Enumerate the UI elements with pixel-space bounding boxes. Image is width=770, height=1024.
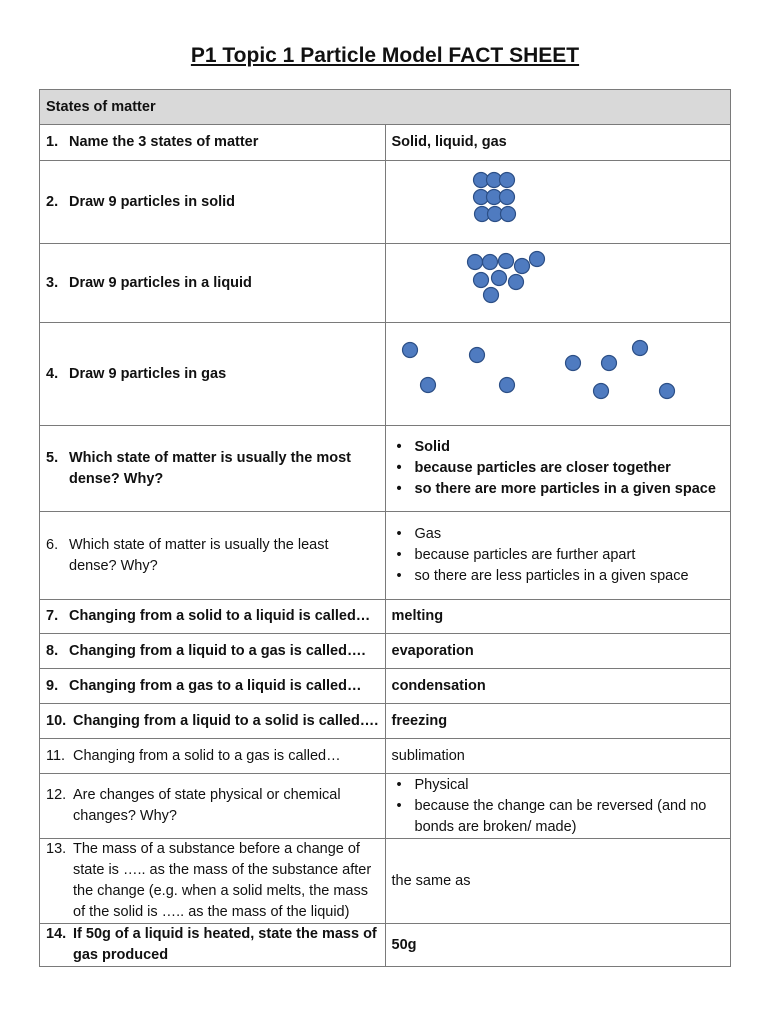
fact-sheet-table [39,89,731,967]
table-row [40,669,731,704]
question-number: 6. [46,536,59,553]
answer-text: condensation [385,669,731,704]
question-text: Changing from a solid to a liquid is called… [69,608,371,624]
particle [565,356,580,371]
answer-bullet: • because particles are further apart [392,545,725,566]
table-row [40,739,731,774]
table-row [40,634,731,669]
question-number: 1. [46,134,59,150]
question-number: 10. [46,712,67,729]
section-header: States of matter [40,90,731,125]
answer-bullet: • Gas [392,524,725,545]
particle [420,378,435,393]
question-text: Changing from a gas to a liquid is called… [69,677,362,694]
particle [499,378,514,393]
section-header-row [40,90,731,125]
table-row [40,125,731,161]
question-text: Draw 9 particles in gas [69,365,227,382]
question-number: 3. [46,274,59,291]
question-number: 7. [46,608,59,624]
particle [482,255,497,270]
table-row [40,161,731,244]
question-number: 14. [46,926,67,942]
question-number: 2. [46,193,59,210]
answer-bullet: • because the change can be reversed (and no bonds are broken/ made) [392,796,725,838]
question-number: 13. [46,841,67,857]
question-text: Which state of matter is usually the most dense? Why? [69,449,351,487]
particle [529,252,544,267]
question-number: 9. [46,677,59,694]
table-row [40,839,731,924]
answer-bullets [392,524,725,587]
answer-text: the same as [385,839,731,924]
table-row [40,924,731,967]
answer-text: Solid, liquid, gas [385,125,731,161]
particle [483,288,498,303]
table-row [40,244,731,323]
table-row [40,512,731,600]
solid-particles-svg [386,161,702,243]
particle [491,271,506,286]
question-text: Are changes of state physical or chemical changes? Why? [73,787,341,824]
question-text: Changing from a liquid to a gas is called…. [69,642,366,659]
table-row [40,704,731,739]
particle [514,259,529,274]
solid-particles-drawing [385,161,731,244]
particle [632,341,647,356]
table-row [40,774,731,839]
question-text: If 50g of a liquid is heated, state the mass of gas produced [73,926,377,963]
particle [601,356,616,371]
question-text: Changing from a solid to a gas is called… [73,747,341,764]
particle [499,190,514,205]
answer-bullets [392,437,725,500]
particle [473,273,488,288]
question-number: 8. [46,642,59,659]
answer-bullet: • because particles are closer together [392,458,725,479]
question-text: Draw 9 particles in solid [69,193,235,210]
question-text: Draw 9 particles in a liquid [69,274,252,291]
liquid-particles-drawing [385,244,731,323]
gas-particles-svg [386,323,702,425]
particle [402,343,417,358]
answer-text: freezing [385,704,731,739]
question-number: 11. [46,747,66,764]
particle [508,275,523,290]
answer-bullets [392,775,725,838]
particle [593,384,608,399]
particle [659,384,674,399]
gas-particles-drawing [385,323,731,426]
answer-bullet: • Solid [392,437,725,458]
particle [469,348,484,363]
answer-bullet: • so there are less particles in a given space [392,566,725,587]
answer-text: melting [385,600,731,634]
question-text: The mass of a substance before a change of state is ….. as the mass of the substance after the change (e.g. when a solid melts, the mass of the solid is ….. as the mass of the liquid) [73,841,372,920]
question-number: 12. [46,787,67,803]
question-text: Name the 3 states of matter [69,134,259,150]
answer-text: 50g [385,924,731,967]
question-text: Which state of matter is usually the least dense? Why? [69,536,329,574]
page-title: P1 Topic 1 Particle Model FACT SHEET [190,44,580,67]
particle [498,254,513,269]
table-row [40,323,731,426]
liquid-particles-svg [386,244,702,322]
particle [500,207,515,222]
answer-bullet: • so there are more particles in a given space [392,479,725,500]
question-number: 5. [46,449,59,466]
answer-text: evaporation [385,634,731,669]
particle [499,173,514,188]
answer-text: sublimation [385,739,731,774]
answer-bullet: • Physical [392,775,725,796]
question-number: 4. [46,365,59,382]
table-row [40,426,731,512]
table-row [40,600,731,634]
question-text: Changing from a liquid to a solid is called…. [73,712,379,729]
particle [467,255,482,270]
